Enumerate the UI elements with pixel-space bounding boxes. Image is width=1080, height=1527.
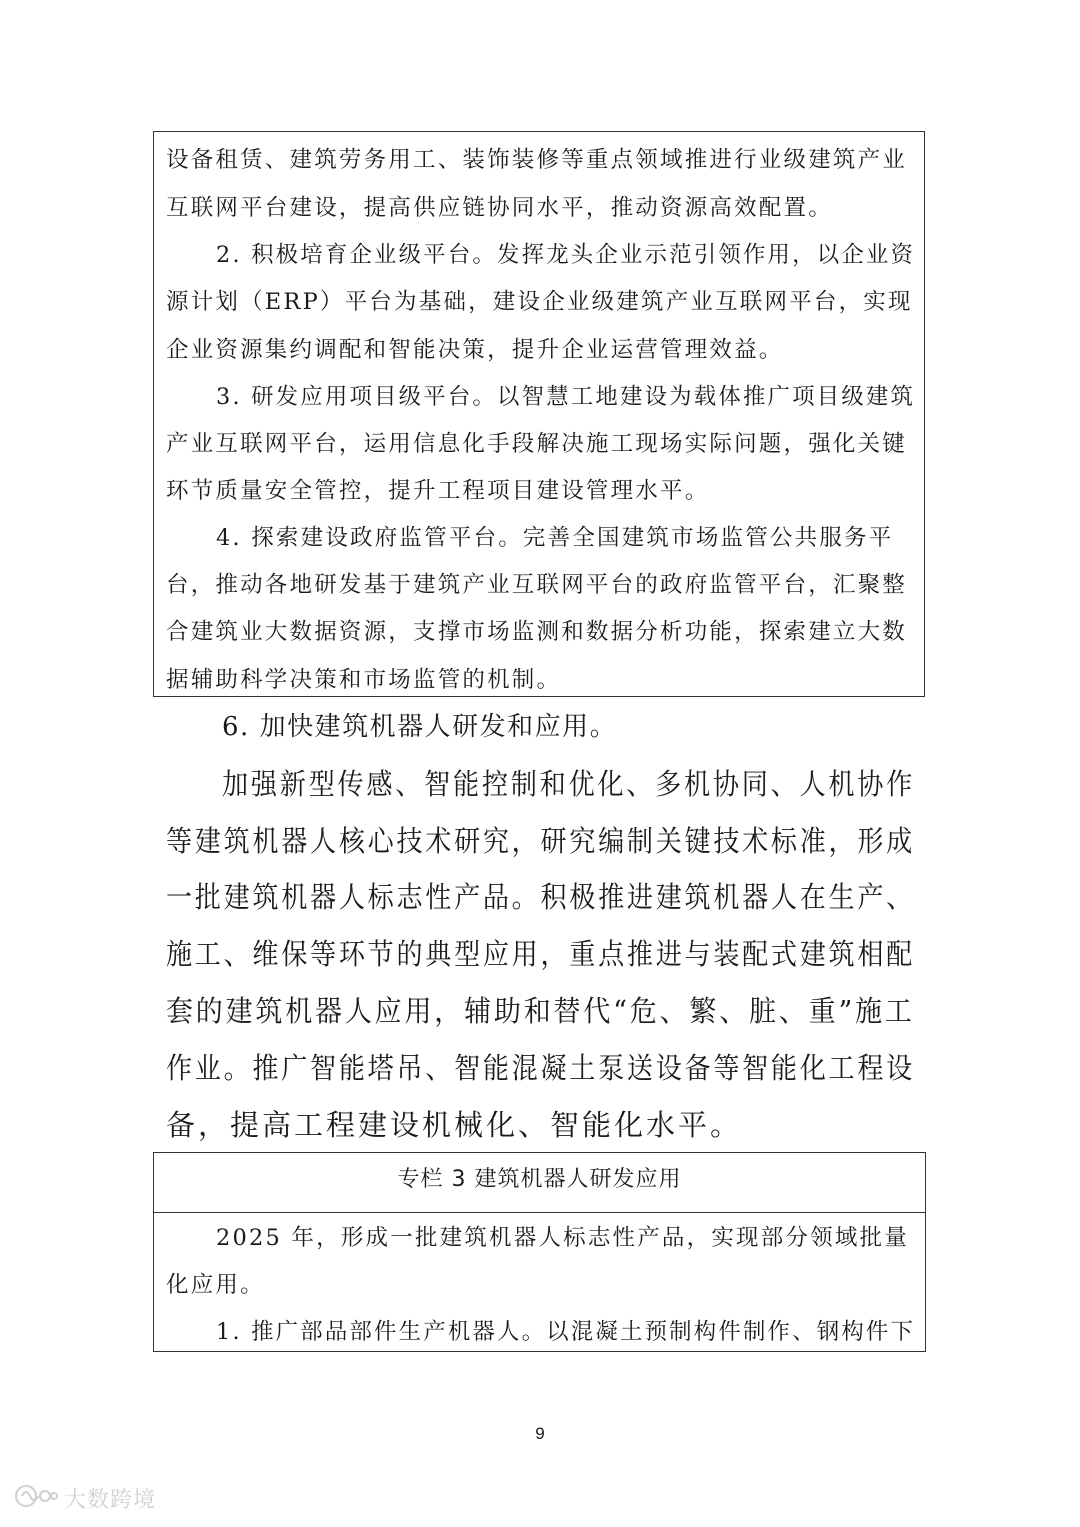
box1-line: 2. 积极培育企业级平台。发挥龙头企业示范引领作用，以企业资 bbox=[216, 242, 916, 268]
body-line: 一批建筑机器人标志性产品。积极推进建筑机器人在生产、 bbox=[166, 880, 915, 914]
column-box-title: 专栏 3 建筑机器人研发应用 bbox=[397, 1167, 682, 1192]
box1-line: 合建筑业大数据资源，支撑市场监测和数据分析功能，探索建立大数 bbox=[166, 619, 908, 645]
body-line: 备，提高工程建设机械化、智能化水平。 bbox=[166, 1108, 743, 1142]
page-number: 9 bbox=[535, 1424, 545, 1443]
box1-line: 据辅助科学决策和市场监管的机制。 bbox=[166, 667, 562, 693]
body-line: 施工、维保等环节的典型应用，重点推进与装配式建筑相配 bbox=[166, 937, 915, 971]
box1-line: 源计划（ERP）平台为基础，建设企业级建筑产业互联网平台，实现 bbox=[166, 289, 913, 315]
box1-line: 4. 探索建设政府监管平台。完善全国建筑市场监管公共服务平 bbox=[216, 525, 894, 551]
box2-line: 1. 推广部品部件生产机器人。以混凝土预制构件制作、钢构件下 bbox=[216, 1319, 916, 1345]
box1-line: 环节质量安全管控，提升工程项目建设管理水平。 bbox=[166, 478, 710, 504]
box1-line: 设备租赁、建筑劳务用工、装饰装修等重点领域推进行业级建筑产业 bbox=[166, 147, 908, 173]
box2-line: 化应用。 bbox=[166, 1272, 265, 1298]
box1-line: 台，推动各地研发基于建筑产业互联网平台的政府监管平台，汇聚整 bbox=[166, 572, 908, 598]
box2-line: 2025 年，形成一批建筑机器人标志性产品，实现部分领域批量 bbox=[216, 1225, 909, 1251]
body-line: 套的建筑机器人应用，辅助和替代“危、繁、脏、重”施工 bbox=[166, 994, 915, 1028]
box1-line: 3. 研发应用项目级平台。以智慧工地建设为载体推广项目级建筑 bbox=[216, 384, 916, 410]
watermark bbox=[14, 1478, 156, 1518]
body-line: 加强新型传感、智能控制和优化、多机协同、人机协作 bbox=[222, 767, 915, 801]
section-heading: 6. 加快建筑机器人研发和应用。 bbox=[222, 712, 618, 742]
body-line: 作业。推广智能塔吊、智能混凝土泵送设备等智能化工程设 bbox=[166, 1051, 915, 1085]
body-line: 等建筑机器人核心技术研究，研究编制关键技术标准，形成 bbox=[166, 824, 915, 858]
watermark-text: 大数跨境 bbox=[64, 1487, 157, 1513]
box1-line: 产业互联网平台，运用信息化手段解决施工现场实际问题，强化关键 bbox=[166, 431, 908, 457]
box1-line: 互联网平台建设，提高供应链协同水平，推动资源高效配置。 bbox=[166, 195, 833, 221]
column-box-divider bbox=[153, 1212, 926, 1213]
sound-wave-logo-icon bbox=[14, 1481, 58, 1515]
box1-line: 企业资源集约调配和智能决策，提升企业运营管理效益。 bbox=[166, 337, 784, 363]
